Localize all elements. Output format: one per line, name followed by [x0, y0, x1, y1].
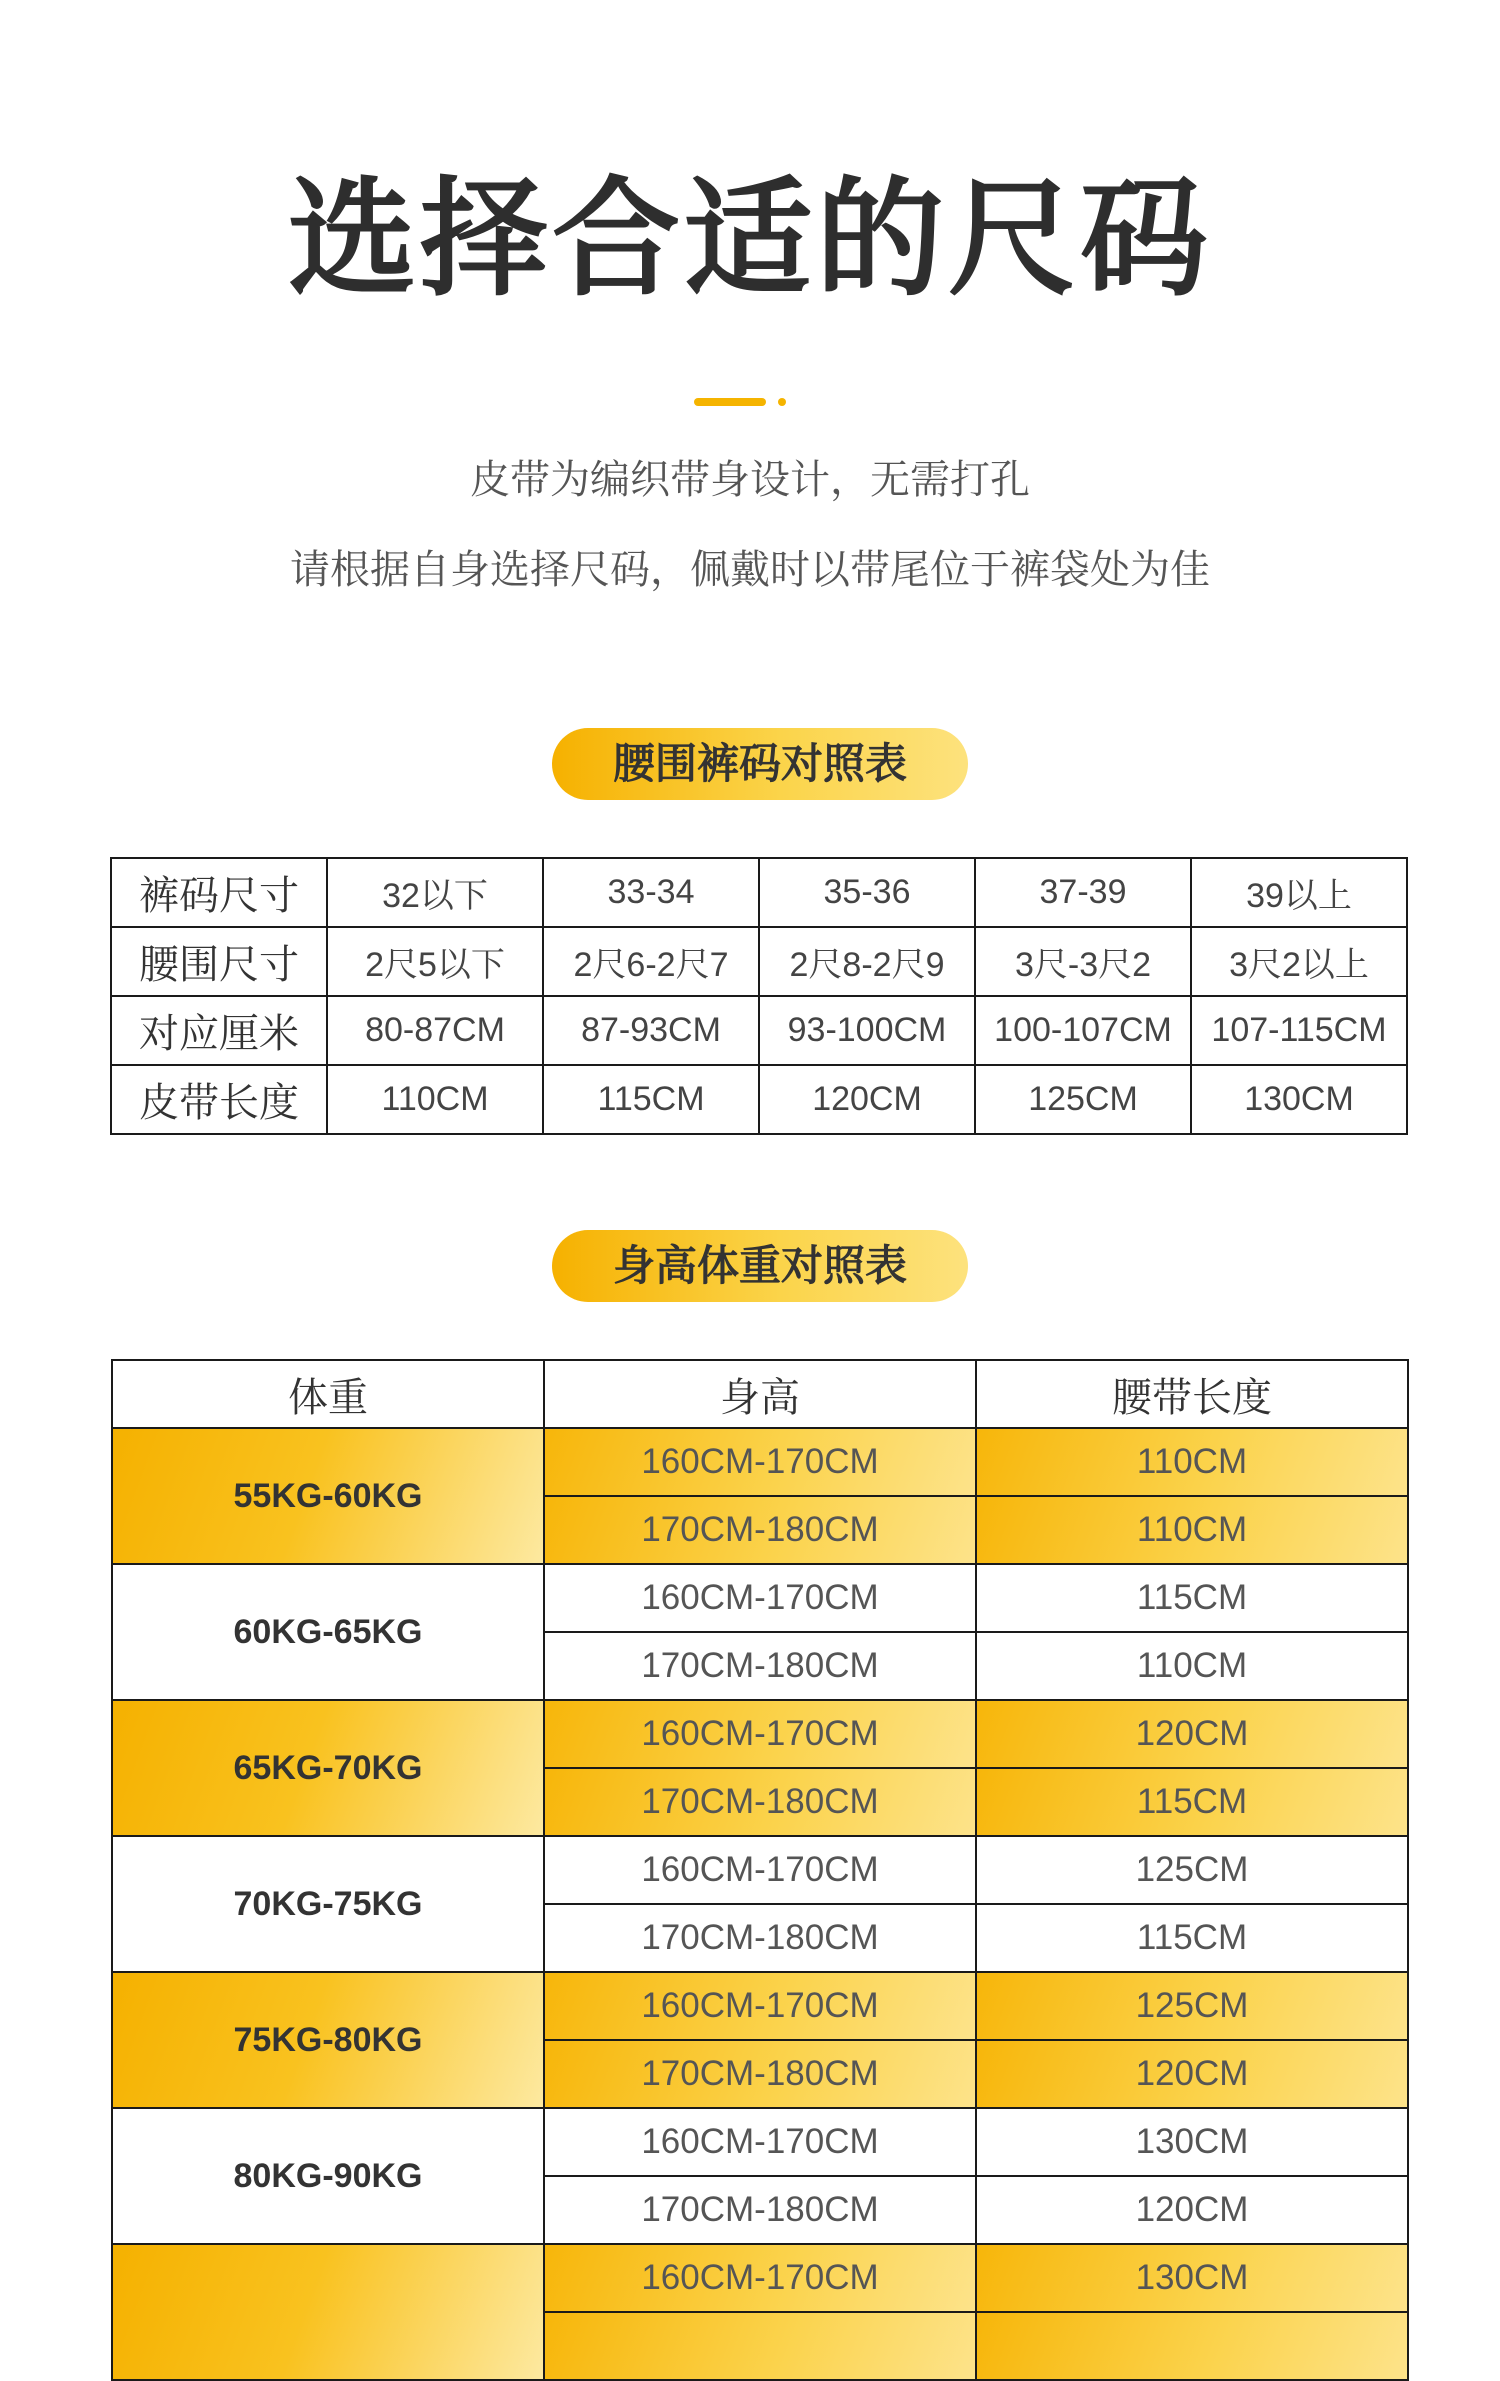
height-cell: 160CM-170CM — [544, 1428, 976, 1496]
length-cell: 115CM — [976, 1768, 1408, 1836]
size-cell: 87-93CM — [543, 996, 759, 1065]
weight-cell: 55KG-60KG — [112, 1428, 544, 1564]
size-cell: 125CM — [975, 1065, 1191, 1134]
size-cell: 37-39 — [975, 858, 1191, 927]
length-cell: 120CM — [976, 2176, 1408, 2244]
height-cell: 160CM-170CM — [544, 1700, 976, 1768]
size-cell: 35-36 — [759, 858, 975, 927]
table-row — [112, 1836, 1408, 1904]
table-row — [112, 1700, 1408, 1768]
row-label: 腰围尺寸 — [111, 927, 327, 996]
table-row — [112, 1428, 1408, 1496]
size-cell: 2尺6-2尺7 — [543, 927, 759, 996]
weight-cell — [112, 2244, 544, 2380]
height-cell: 160CM-170CM — [544, 1836, 976, 1904]
height-cell: 170CM-180CM — [544, 1768, 976, 1836]
size-cell: 130CM — [1191, 1065, 1407, 1134]
size-table-heading: 腰围裤码对照表 — [552, 728, 968, 800]
table-row — [112, 2244, 1408, 2312]
weight-table-heading: 身高体重对照表 — [552, 1230, 968, 1302]
weight-cell: 75KG-80KG — [112, 1972, 544, 2108]
length-cell: 110CM — [976, 1428, 1408, 1496]
size-cell: 93-100CM — [759, 996, 975, 1065]
height-cell: 170CM-180CM — [544, 1904, 976, 1972]
weight-table-header — [112, 1360, 1408, 1428]
size-cell: 2尺8-2尺9 — [759, 927, 975, 996]
divider-dot — [778, 398, 786, 406]
size-cell: 32以下 — [327, 858, 543, 927]
weight-cell: 60KG-65KG — [112, 1564, 544, 1700]
weight-cell: 80KG-90KG — [112, 2108, 544, 2244]
size-cell: 2尺5以下 — [327, 927, 543, 996]
column-header: 腰带长度 — [976, 1360, 1408, 1428]
length-cell: 110CM — [976, 1632, 1408, 1700]
size-row-cm — [111, 996, 1407, 1065]
row-label: 皮带长度 — [111, 1065, 327, 1134]
divider-bar — [694, 398, 766, 406]
length-cell: 125CM — [976, 1836, 1408, 1904]
column-header: 体重 — [112, 1360, 544, 1428]
length-cell: 130CM — [976, 2108, 1408, 2176]
weight-cell: 65KG-70KG — [112, 1700, 544, 1836]
subtitle-line-1: 皮带为编织带身设计，无需打孔 — [470, 457, 1030, 503]
length-cell: 110CM — [976, 1496, 1408, 1564]
column-header: 身高 — [544, 1360, 976, 1428]
size-cell: 39以上 — [1191, 858, 1407, 927]
subtitle-line-2: 请根据自身选择尺码，佩戴时以带尾位于裤袋处为佳 — [290, 547, 1210, 593]
height-cell: 160CM-170CM — [544, 2244, 976, 2312]
weight-table — [111, 1359, 1409, 2381]
height-cell: 170CM-180CM — [544, 2040, 976, 2108]
size-row-belt-length — [111, 1065, 1407, 1134]
size-cell: 3尺-3尺2 — [975, 927, 1191, 996]
height-cell: 170CM-180CM — [544, 1632, 976, 1700]
length-cell: 115CM — [976, 1904, 1408, 1972]
length-cell: 125CM — [976, 1972, 1408, 2040]
length-cell: 130CM — [976, 2244, 1408, 2312]
size-cell: 110CM — [327, 1065, 543, 1134]
length-cell: 120CM — [976, 2040, 1408, 2108]
height-cell: 160CM-170CM — [544, 1564, 976, 1632]
size-row-waist-code — [111, 858, 1407, 927]
table-row — [112, 1564, 1408, 1632]
size-cell: 100-107CM — [975, 996, 1191, 1065]
height-cell: 160CM-170CM — [544, 1972, 976, 2040]
length-cell: 115CM — [976, 1564, 1408, 1632]
row-label: 裤码尺寸 — [111, 858, 327, 927]
size-table — [110, 857, 1408, 1135]
size-cell: 107-115CM — [1191, 996, 1407, 1065]
length-cell — [976, 2312, 1408, 2380]
height-cell — [544, 2312, 976, 2380]
height-cell: 170CM-180CM — [544, 1496, 976, 1564]
length-cell: 120CM — [976, 1700, 1408, 1768]
row-label: 对应厘米 — [111, 996, 327, 1065]
weight-cell: 70KG-75KG — [112, 1836, 544, 1972]
height-cell: 160CM-170CM — [544, 2108, 976, 2176]
height-cell: 170CM-180CM — [544, 2176, 976, 2244]
table-row — [112, 1972, 1408, 2040]
size-cell: 120CM — [759, 1065, 975, 1134]
size-cell: 3尺2以上 — [1191, 927, 1407, 996]
size-cell: 115CM — [543, 1065, 759, 1134]
size-row-waist-chi — [111, 927, 1407, 996]
size-cell: 33-34 — [543, 858, 759, 927]
table-row — [112, 2108, 1408, 2176]
page-title: 选择合适的尺码 — [287, 165, 1212, 314]
size-cell: 80-87CM — [327, 996, 543, 1065]
